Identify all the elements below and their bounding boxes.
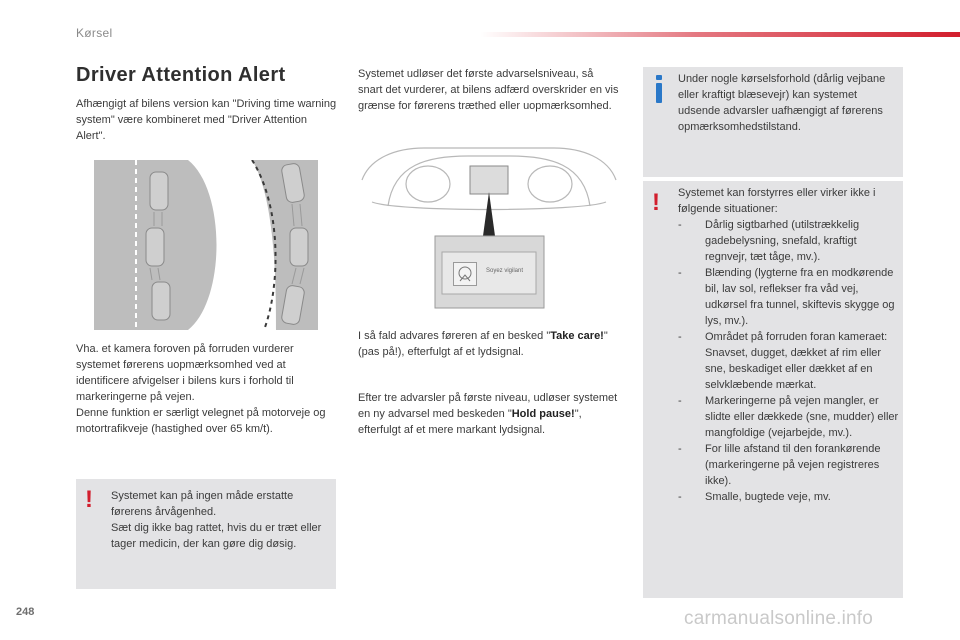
display-message: Soyez vigilant <box>486 268 524 274</box>
take-care-text-post: " (pas på!), efterfulgt af et lydsignal. <box>358 330 608 358</box>
recommendation-text: Denne funktion er særligt velegnet på motorveje og motortrafikveje (hastighed over 65 km/t). <box>76 407 326 435</box>
list-item: - Blænding (lygterne fra en modkørende bil, lav sol, reflekser fra våd vej, udkørsel fra tunnel, skiftevis skygge og lys, mv.). <box>678 265 900 329</box>
section-label: Kørsel <box>76 26 113 40</box>
list-item: - For lille afstand til den forankørende (markeringerne på vejen registreres ikke). <box>678 441 900 489</box>
info-icon <box>656 83 662 103</box>
hold-pause-message: Hold pause! <box>511 408 575 420</box>
limitations-intro: Systemet kan forstyrres eller virker ikke i følgende situationer: <box>678 187 876 215</box>
take-care-paragraph <box>358 328 620 360</box>
hold-pause-text-pre: Efter tre advarsler på første niveau, udløser systemet en ny advarsel med beskeden " <box>358 392 618 420</box>
list-item: - Smalle, bugtede veje, mv. <box>678 489 900 505</box>
page-title: Driver Attention Alert <box>76 64 286 86</box>
list-item: - Markeringerne på vejen mangler, er slidte eller dækkede (sne, mudder) eller mangfoldige (vejarbejde, mv.). <box>678 393 900 441</box>
take-care-message: Take care! <box>550 330 604 342</box>
limitations-list <box>678 217 900 505</box>
lane-diagram <box>76 160 336 330</box>
header-accent-bar <box>480 32 960 37</box>
limitations-content <box>678 185 900 505</box>
list-item: - Området på forruden foran kameraet: Snavset, dugget, dækket af rim eller sne, beskadiget eller dækket af en selvklæbende mærkat. <box>678 329 900 393</box>
first-warning-paragraph: Systemet udløser det første advarselsniveau, så snart det vurderer, at bilens adfærd overskrider en vis grænse for førerens træthed eller uopmærksomhed. <box>358 68 619 112</box>
camera-description-text: Vha. et kamera foroven på forruden vurderer systemet førerens uopmærksomhed ved at identificere afvigelser i bilens kurs i forhold til markeringerne på vejen. <box>76 343 294 403</box>
warning-box-text: Systemet kan på ingen måde erstatte førerens årvågenhed. Sæt dig ikke bag rattet, hvis du er træt eller tager medicin, der kan gøre dig døsig. <box>111 490 322 550</box>
page-number: 248 <box>16 606 35 618</box>
warning-box-attention <box>76 479 336 589</box>
info-box-text: Under nogle kørselsforhold (dårlig vejbane eller kraftigt blæsevejr) kan systemet udsende advarsler uafhængigt af førerens opmærksomhedstilstand. <box>678 73 886 133</box>
hand-on-steering-wheel-icon <box>453 262 477 286</box>
intro-paragraph: Afhængigt af bilens version kan "Driving time warning system" være kombineret med "Driver Attention Alert". <box>76 98 337 142</box>
watermark: carmanualsonline.info <box>684 608 874 629</box>
warning-icon: ! <box>85 486 93 513</box>
hold-pause-paragraph <box>358 390 620 438</box>
camera-description <box>76 341 338 437</box>
info-box <box>643 67 903 177</box>
warning-box-limitations <box>643 181 903 598</box>
warning-icon: ! <box>652 189 660 216</box>
dashboard-illustration <box>358 140 620 312</box>
hold-pause-text-post: ", efterfulgt af et mere markant lydsignal. <box>358 408 582 436</box>
list-item: - Dårlig sigtbarhed (utilstrækkelig gadebelysning, snefald, kraftigt regnvejr, tæt tåge, mv.). <box>678 217 900 265</box>
take-care-text-pre: I så fald advares føreren af en besked " <box>358 330 551 342</box>
